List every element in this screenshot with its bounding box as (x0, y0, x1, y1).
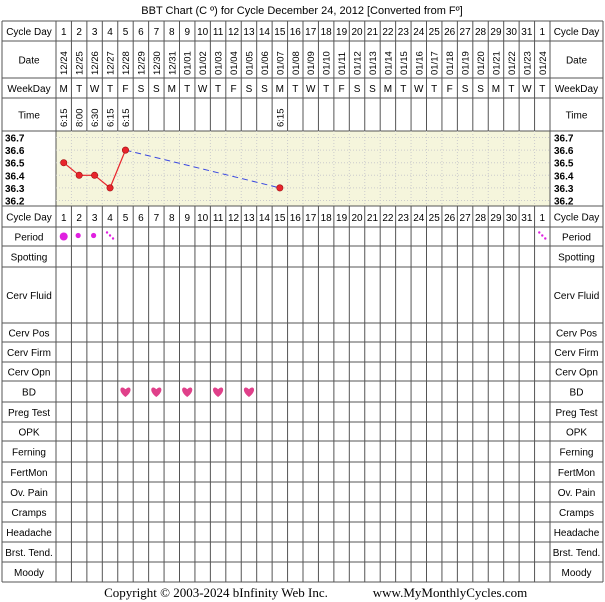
temp-tick-left: 36.7 (5, 133, 25, 145)
row-label-right: OPK (565, 427, 588, 439)
weekday-label: M (167, 84, 176, 95)
date-label: 12/27 (105, 51, 117, 75)
period-spotting-dot (538, 231, 540, 233)
temp-tick-left: 36.6 (5, 146, 25, 158)
cycle-day-number: 26 (444, 213, 456, 224)
row-label-right: WeekDay (554, 84, 599, 95)
row-label-left: Date (18, 55, 40, 67)
cycle-day-number: 7 (153, 213, 160, 224)
row-label-left: WeekDay (7, 84, 51, 95)
cycle-day-number: 3 (91, 27, 98, 38)
cycle-day-number: 20 (351, 213, 363, 224)
row-label-right: Cerv Opn (555, 367, 598, 379)
temp-tick-right: 36.2 (554, 196, 574, 208)
cycle-day-number: 22 (382, 27, 394, 38)
row-label-right: Ferning (559, 447, 594, 459)
footer-copyright: Copyright © 2003-2024 bInfinity Web Inc. (104, 585, 328, 600)
row-label-left: Headache (6, 528, 52, 539)
row-label-left: Cerv Fluid (6, 291, 52, 302)
row-label-right: Spotting (558, 252, 595, 264)
cycle-day-number: 28 (474, 213, 487, 224)
cycle-day-number: 11 (212, 213, 224, 224)
row-label-right: Cerv Firm (554, 348, 599, 359)
date-label: 01/03 (213, 51, 225, 75)
date-label: 01/13 (367, 51, 379, 75)
date-label: 01/23 (522, 51, 534, 75)
weekday-label: S (153, 84, 160, 95)
date-label: 01/17 (429, 51, 441, 75)
weekday-label: F (446, 84, 453, 95)
date-label: 01/07 (275, 51, 287, 75)
cycle-day-number: 18 (320, 213, 332, 224)
cycle-day-number: 9 (184, 213, 190, 224)
row-label-left: Moody (13, 568, 45, 579)
cycle-day-number: 27 (459, 213, 471, 224)
row-label-left: Cerv Pos (8, 328, 50, 340)
cycle-day-number: 1 (539, 27, 546, 38)
row-label-left: BD (22, 387, 36, 399)
cycle-day-number: 13 (243, 213, 255, 224)
weekday-label: W (89, 84, 100, 95)
date-label: 01/14 (383, 51, 395, 75)
cycle-day-number: 13 (243, 27, 255, 38)
row-label-right: Period (562, 232, 591, 244)
date-label: 01/01 (182, 51, 194, 75)
cycle-day-number: 9 (184, 27, 190, 38)
row-label-left: FertMon (10, 468, 48, 479)
cycle-day-number: 31 (521, 213, 533, 224)
cycle-day-number: 19 (336, 213, 348, 224)
date-label: 01/16 (414, 51, 426, 75)
row-label-right: Cramps (558, 508, 595, 519)
time-label: 6:15 (105, 108, 117, 127)
cycle-day-number: 25 (428, 213, 440, 224)
cycle-day-number: 30 (505, 27, 517, 38)
weekday-label: M (491, 84, 501, 95)
weekday-label: M (383, 84, 393, 95)
weekday-label: S (369, 84, 376, 95)
cycle-day-number: 24 (413, 213, 425, 224)
cycle-day-number: 3 (91, 213, 98, 224)
temp-tick-right: 36.3 (554, 183, 574, 195)
cycle-day-number: 30 (505, 213, 517, 224)
date-label: 01/19 (460, 51, 472, 75)
period-spotting-dot (541, 234, 543, 236)
temp-point (91, 172, 97, 178)
temp-tick-right: 36.7 (554, 133, 574, 145)
cycle-day-number: 17 (305, 213, 317, 224)
time-label: 6:30 (90, 108, 102, 127)
date-label: 01/05 (244, 51, 256, 75)
row-label-left: Ov. Pain (10, 488, 48, 499)
date-label: 01/11 (337, 51, 349, 75)
cycle-day-number: 5 (122, 213, 129, 224)
row-label-left: Cerv Firm (7, 348, 51, 359)
weekday-label: T (400, 84, 407, 95)
time-label: 8:00 (74, 108, 86, 127)
row-label-left: Ferning (12, 447, 46, 459)
row-label-left: Preg Test (7, 408, 51, 419)
weekday-label: T (431, 84, 438, 95)
cycle-day-number: 4 (107, 27, 113, 38)
cycle-day-number: 10 (197, 27, 209, 38)
weekday-label: T (184, 84, 191, 95)
weekday-label: S (461, 84, 469, 95)
time-label: 6:15 (120, 108, 132, 127)
cycle-day-number: 22 (382, 213, 394, 224)
period-heavy-marker (60, 233, 68, 241)
row-label-right: Moody (561, 568, 592, 579)
cycle-day-number: 19 (336, 27, 348, 38)
temp-tick-left: 36.2 (5, 196, 25, 208)
cycle-day-number: 14 (258, 213, 270, 224)
weekday-label: W (414, 84, 424, 95)
temp-tick-left: 36.5 (5, 158, 25, 170)
row-label-left: Cycle Day (6, 27, 52, 38)
cycle-day-number: 8 (169, 213, 175, 224)
date-label: 12/31 (167, 51, 179, 75)
weekday-label: S (353, 84, 361, 95)
row-label-left: Brst. Tend. (5, 548, 53, 559)
cycle-day-number: 29 (490, 213, 502, 224)
period-spotting-dot (112, 237, 114, 239)
date-label: 01/10 (321, 51, 333, 75)
cycle-day-number: 1 (60, 213, 67, 224)
cycle-day-number: 11 (212, 27, 224, 38)
chart-title: BBT Chart (C º) for Cycle December 24, 2012 [Converted from Fº] (141, 5, 463, 17)
cycle-day-number: 1 (539, 213, 546, 224)
date-label: 12/26 (90, 51, 102, 75)
date-label: 01/20 (476, 51, 488, 75)
weekday-label: S (245, 84, 253, 95)
footer-site[interactable]: www.MyMonthlyCycles.com (372, 585, 528, 600)
date-label: 01/06 (259, 51, 271, 75)
weekday-label: T (508, 84, 515, 95)
row-label-right: Brst. Tend. (552, 548, 601, 559)
cycle-day-number: 10 (197, 213, 209, 224)
weekday-label: T (215, 84, 222, 95)
cycle-day-number: 25 (428, 27, 440, 38)
row-label-right: Ov. Pain (557, 488, 596, 499)
weekday-label: T (323, 84, 330, 95)
date-label: 01/24 (537, 51, 549, 75)
date-label: 01/18 (445, 51, 457, 75)
temp-point (107, 185, 113, 191)
cycle-day-number: 6 (138, 27, 144, 38)
period-medium-marker (91, 233, 96, 238)
row-label-right: Preg Test (555, 408, 598, 419)
weekday-label: T (539, 84, 546, 95)
temp-point (277, 185, 283, 191)
cycle-day-number: 12 (227, 27, 240, 38)
temp-tick-left: 36.4 (5, 171, 25, 183)
date-label: 01/02 (198, 51, 210, 75)
time-label: 6:15 (59, 108, 71, 127)
period-spotting-dot (106, 231, 108, 233)
cycle-day-number: 27 (459, 27, 471, 38)
cycle-day-number: 31 (521, 27, 533, 38)
date-label: 01/21 (491, 51, 503, 75)
date-label: 12/24 (59, 51, 71, 75)
date-label: 01/22 (506, 51, 518, 75)
cycle-day-number: 18 (320, 27, 332, 38)
row-label-left: Spotting (10, 252, 48, 264)
temp-tick-right: 36.6 (554, 146, 574, 158)
row-label-right: Cerv Fluid (553, 291, 600, 302)
temp-point (61, 160, 67, 166)
weekday-label: T (76, 84, 83, 95)
weekday-label: W (305, 84, 316, 95)
row-label-left: OPK (18, 427, 40, 439)
weekday-label: S (477, 84, 484, 95)
temp-point (122, 147, 128, 153)
weekday-label: W (197, 84, 208, 95)
date-label: 12/30 (151, 51, 163, 75)
weekday-label: T (106, 84, 114, 95)
period-spotting-dot (109, 234, 111, 236)
weekday-label: T (292, 84, 299, 95)
row-label-left: Cerv Opn (7, 367, 51, 379)
cycle-day-number: 12 (227, 213, 240, 224)
row-label-left: Cramps (11, 508, 47, 519)
date-label: 12/28 (120, 51, 132, 75)
row-label-right: BD (569, 387, 584, 399)
cycle-day-number: 21 (366, 27, 379, 38)
cycle-day-number: 14 (258, 27, 270, 38)
cycle-day-number: 24 (413, 27, 425, 38)
date-label: 01/08 (290, 51, 302, 75)
row-label-right: Cerv Pos (555, 328, 598, 340)
temp-tick-right: 36.5 (554, 158, 574, 170)
time-label: 6:15 (275, 108, 287, 127)
temp-point (76, 172, 82, 178)
cycle-day-number: 6 (138, 213, 144, 224)
date-label: 01/12 (352, 51, 364, 75)
weekday-label: S (137, 84, 145, 95)
date-label: 12/25 (74, 51, 86, 75)
cycle-day-number: 26 (444, 27, 456, 38)
row-label-right: Headache (553, 528, 600, 539)
weekday-label: M (59, 84, 68, 95)
cycle-day-number: 23 (397, 27, 409, 38)
cycle-day-number: 15 (274, 27, 286, 38)
weekday-label: F (338, 84, 345, 95)
weekday-label: F (230, 84, 237, 95)
row-label-right: Date (565, 55, 588, 67)
temp-tick-left: 36.3 (5, 183, 25, 195)
temp-tick-right: 36.4 (554, 171, 574, 183)
row-label-right: FertMon (557, 468, 596, 479)
cycle-day-number: 21 (366, 213, 379, 224)
cycle-day-number: 2 (76, 27, 82, 38)
weekday-label: M (275, 84, 285, 95)
weekday-label: S (261, 84, 268, 95)
row-label-right: Cycle Day (553, 212, 600, 224)
row-label-left: Time (18, 110, 40, 122)
cycle-day-number: 29 (490, 27, 502, 38)
row-label-left: Period (14, 232, 44, 244)
cycle-day-number: 8 (169, 27, 175, 38)
row-label-left: Cycle Day (6, 212, 52, 224)
weekday-label: F (122, 84, 129, 95)
cycle-day-number: 16 (289, 213, 301, 224)
cycle-day-number: 16 (289, 27, 301, 38)
cycle-day-number: 17 (305, 27, 317, 38)
cycle-day-number: 15 (274, 213, 286, 224)
date-label: 12/29 (136, 51, 148, 75)
cycle-day-number: 1 (60, 27, 67, 38)
cycle-day-number: 2 (76, 213, 82, 224)
date-label: 01/15 (398, 51, 410, 75)
cycle-day-number: 28 (474, 27, 487, 38)
cycle-day-number: 4 (107, 213, 113, 224)
cycle-day-number: 20 (351, 27, 363, 38)
period-medium-marker (76, 233, 81, 238)
date-label: 01/09 (306, 51, 318, 75)
cycle-day-number: 7 (153, 27, 160, 38)
weekday-label: W (522, 84, 532, 95)
row-label-right: Cycle Day (553, 27, 600, 38)
period-spotting-dot (544, 237, 546, 239)
cycle-day-number: 5 (122, 27, 129, 38)
row-label-right: Time (565, 110, 588, 122)
cycle-day-number: 23 (397, 213, 409, 224)
date-label: 01/04 (229, 51, 241, 75)
